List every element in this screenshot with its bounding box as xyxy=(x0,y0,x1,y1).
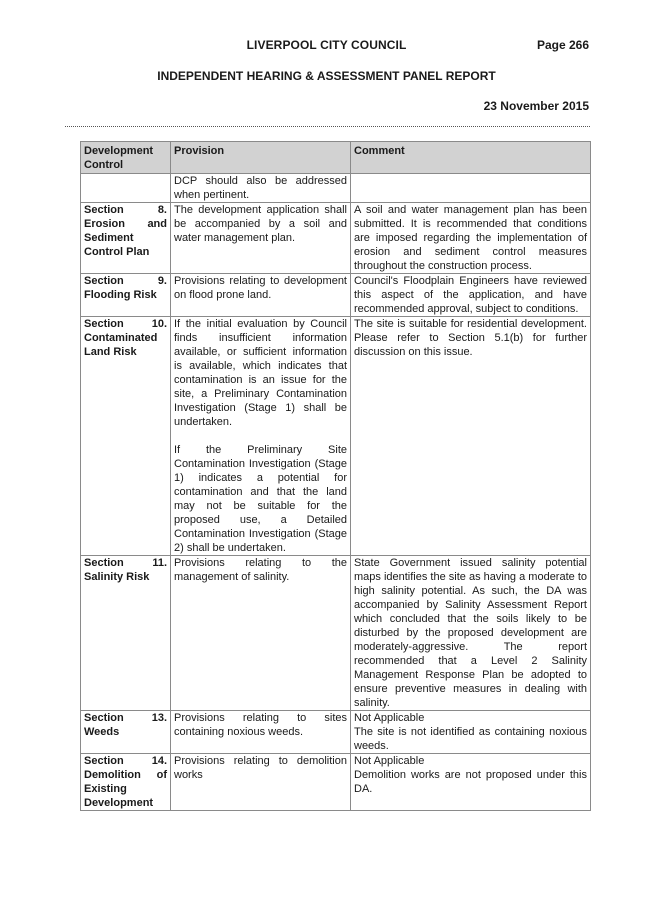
table-row xyxy=(81,174,591,203)
comment-text: A soil and water management plan has been submitted. It is recommended that conditions are imposed regarding the implementation of erosion and sediment control measures throughout the construction process. xyxy=(354,204,587,272)
control-cell xyxy=(81,711,171,754)
control-cell xyxy=(81,274,171,317)
section-label: Section xyxy=(84,275,124,287)
comment-text: The site is suitable for residential development. Please refer to Section 5.1(b) for further discussion on this issue. xyxy=(354,318,587,358)
section-title: Contaminated Land Risk xyxy=(84,332,158,358)
comment-text: Council's Floodplain Engineers have reviewed this aspect of the application, and have recommended approval, subject to conditions. xyxy=(354,275,587,315)
section-number: 10. xyxy=(151,318,167,330)
provision-cell xyxy=(171,711,351,754)
section-number: 14. xyxy=(151,755,167,767)
provision-text: If the Preliminary Site Contamination Investigation (Stage 1) indicates a potential for contamination and that the land may not be suitable for the proposed use, a Detailed Contamination Investigation (Stage 2) shall be undertaken. xyxy=(174,444,347,554)
section-label: Section xyxy=(84,557,124,569)
comment-cell xyxy=(351,711,591,754)
header-divider xyxy=(65,126,590,127)
provision-text: Provisions relating to demolition works xyxy=(174,755,347,781)
section-label: Section xyxy=(84,318,124,330)
table-row xyxy=(81,556,591,711)
comment-cell xyxy=(351,274,591,317)
provision-text: The development application shall be accompanied by a soil and water management plan. xyxy=(174,204,347,244)
comment-text: The site is not identified as containing noxious weeds. xyxy=(354,726,587,752)
table-row xyxy=(81,711,591,754)
provision-cell xyxy=(171,174,351,203)
provision-cell xyxy=(171,203,351,274)
comment-cell xyxy=(351,317,591,556)
table-row xyxy=(81,203,591,274)
section-title: Flooding Risk xyxy=(84,289,157,301)
council-name: LIVERPOOL CITY COUNCIL xyxy=(246,38,407,52)
section-number: 8. xyxy=(157,204,167,216)
provision-text: If the initial evaluation by Council finds insufficient information available, or sufficient information is available, which indicates that contamination is an issue for the site, a Preliminary Contamination Investigation (Stage 1) shall be undertaken. xyxy=(174,318,347,428)
paragraph-gap xyxy=(174,429,347,443)
comment-cell xyxy=(351,203,591,274)
provision-text: Provisions relating to development on flood prone land. xyxy=(174,275,347,301)
provision-cell xyxy=(171,556,351,711)
column-header-provision: Provision xyxy=(171,142,351,174)
control-cell xyxy=(81,754,171,811)
comment-text: State Government issued salinity potential maps identifies the site as having a moderate to high salinity potential. As such, the DA was accompanied by Salinity Assessment Report which concluded that the soils likely to be disturbed by the proposed development are moderately-aggressive. The report recommended that a Level 2 Salinity Management Response Plan be adopted to ensure preventive measures in dealing with salinity. xyxy=(354,557,587,709)
section-label: Section xyxy=(84,712,124,724)
section-title: Demolition of Existing Development xyxy=(84,769,167,809)
provision-text: DCP should also be addressed when pertinent. xyxy=(174,175,347,201)
section-number: 13. xyxy=(151,712,167,724)
section-number: 9. xyxy=(157,275,167,287)
column-header-control: Development Control xyxy=(81,142,171,174)
control-cell xyxy=(81,556,171,711)
table-row xyxy=(81,754,591,811)
provision-cell xyxy=(171,754,351,811)
provision-text: Provisions relating to the management of salinity. xyxy=(174,557,347,583)
control-cell xyxy=(81,174,171,203)
section-label: Section xyxy=(84,755,124,767)
comment-status: Not Applicable xyxy=(354,755,425,767)
comment-cell xyxy=(351,754,591,811)
comment-status: Not Applicable xyxy=(354,712,425,724)
provision-cell xyxy=(171,274,351,317)
comment-text: Demolition works are not proposed under this DA. xyxy=(354,769,587,795)
report-date: 23 November 2015 xyxy=(483,99,589,113)
section-title: Erosion and Sediment Control Plan xyxy=(84,218,167,258)
comment-cell xyxy=(351,174,591,203)
section-label: Section xyxy=(84,204,124,216)
comment-cell xyxy=(351,556,591,711)
report-title: INDEPENDENT HEARING & ASSESSMENT PANEL REPORT xyxy=(157,69,496,83)
provision-text: Provisions relating to sites containing noxious weeds. xyxy=(174,712,347,738)
table-row xyxy=(81,317,591,556)
section-title: Weeds xyxy=(84,726,120,738)
development-control-table xyxy=(80,141,591,811)
table-row xyxy=(81,274,591,317)
section-number: 11. xyxy=(152,557,167,569)
page-number: Page 266 xyxy=(536,38,589,52)
control-cell xyxy=(81,203,171,274)
table-header-row xyxy=(81,142,591,174)
column-header-comment: Comment xyxy=(351,142,591,174)
section-title: Salinity Risk xyxy=(84,571,150,583)
provision-cell xyxy=(171,317,351,556)
control-cell xyxy=(81,317,171,556)
